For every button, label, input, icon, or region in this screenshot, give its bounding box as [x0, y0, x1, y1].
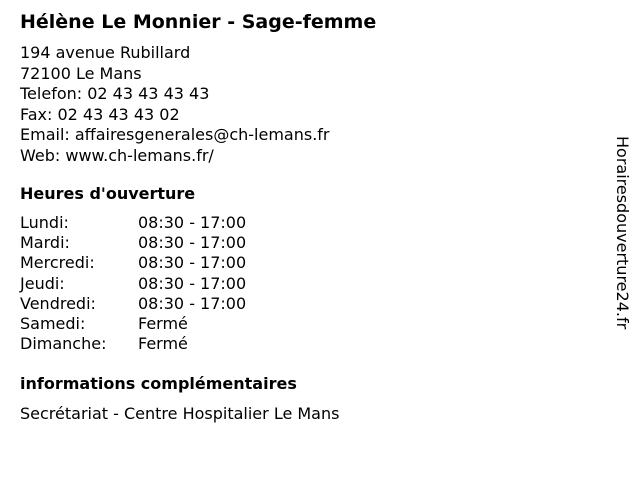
contact-block	[20, 43, 330, 166]
hours-row-sunday	[20, 334, 320, 354]
day-label: Mercredi:	[20, 253, 95, 273]
email-address: Email: affairesgenerales@ch-lemans.fr	[20, 125, 330, 144]
hours-value: Fermé	[138, 334, 188, 354]
city-address: 72100 Le Mans	[20, 63, 142, 83]
website: Web: www.ch-lemans.fr/	[20, 145, 214, 165]
hours-value: 08:30 - 17:00	[138, 233, 247, 253]
fax-number: Fax: 02 43 43 43 02	[20, 104, 180, 124]
phone-number: Telefon: 02 43 43 43 43	[20, 84, 210, 103]
street-address: 194 avenue Rubillard	[20, 43, 191, 62]
hours-row-thursday	[20, 274, 320, 294]
hours-row-wednesday	[20, 253, 320, 273]
additional-info-text: Secrétariat - Centre Hospitalier Le Mans	[20, 404, 340, 423]
hours-value: 08:30 - 17:00	[138, 273, 247, 293]
opening-hours-table	[20, 213, 320, 354]
page-title: Hélène Le Monnier - Sage-femme	[20, 11, 377, 33]
day-label: Dimanche:	[20, 334, 107, 354]
hours-row-monday	[20, 213, 320, 233]
hours-row-tuesday	[20, 233, 320, 253]
opening-hours-heading: Heures d'ouverture	[20, 184, 196, 203]
watermark-text: Horairesdouverture24.fr	[613, 136, 632, 330]
day-label: Lundi:	[20, 213, 69, 232]
day-label: Vendredi:	[20, 293, 96, 313]
day-label: Jeudi:	[20, 273, 65, 293]
hours-value: 08:30 - 17:00	[138, 213, 247, 232]
hours-row-friday	[20, 294, 320, 314]
hours-value: 08:30 - 17:00	[138, 293, 247, 313]
additional-info-heading: informations complémentaires	[20, 374, 297, 393]
hours-value: Fermé	[138, 313, 188, 333]
hours-row-saturday	[20, 314, 320, 334]
day-label: Samedi:	[20, 313, 86, 333]
hours-value: 08:30 - 17:00	[138, 253, 247, 273]
day-label: Mardi:	[20, 233, 70, 253]
